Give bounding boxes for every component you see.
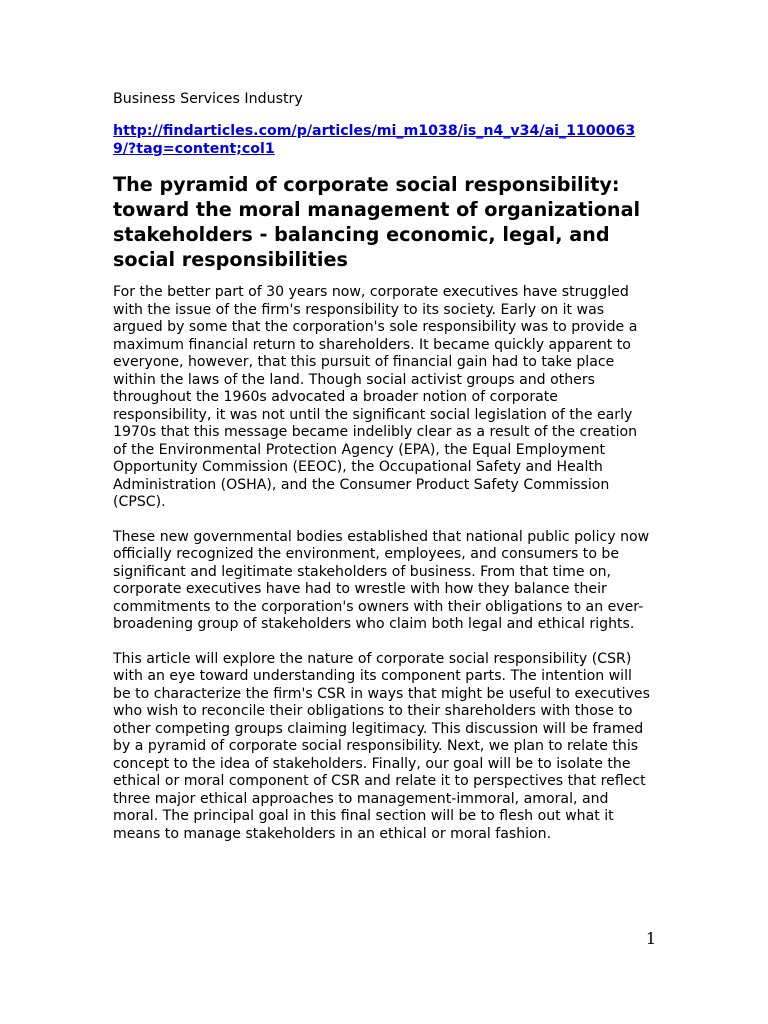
industry-heading: Business Services Industry bbox=[113, 91, 303, 107]
page-number: 1 bbox=[645, 929, 656, 948]
source-link[interactable]: http://findarticles.com/p/articles/mi_m1038/is_n4_v34/ai_11000639/?tag=content;col1 bbox=[113, 123, 636, 157]
article-title: The pyramid of corporate social responsibility: toward the moral management of organizational stakeholders - balancing economic, legal, and social responsibilities bbox=[113, 173, 641, 271]
paragraph: For the better part of 30 years now, corporate executives have struggled with the issue of the firm's responsibility to its society. Early on it was argued by some that the corporation's sole responsibility was to provide a maximum financial return to shareholders. It became quickly apparent to everyone, however, that this pursuit of financial gain had to take place within the laws of the land. Though social activist groups and others throughout the 1960s advocated a broader notion of corporate responsibility, it was not until the significant social legislation of the early 1970s that this message became indelibly clear as a result of the creation of the Environmental Protection Agency (EPA), the Equal Employment Opportunity Commission (EEOC), the Occupational Safety and Health Administration (OSHA), and the Consumer Product Safety Commission (CPSC). bbox=[113, 284, 638, 510]
document-body bbox=[113, 89, 653, 860]
paragraph: This article will explore the nature of corporate social responsibility (CSR) with an eye toward understanding its component parts. The intention will be to characterize the firm's CSR in ways that might be useful to executives who wish to reconcile their obligations to their shareholders with those to other competing groups claiming legitimacy. This discussion will be framed by a pyramid of corporate social responsibility. Next, we plan to relate this concept to the idea of stakeholders. Finally, our goal will be to isolate the ethical or moral component of CSR and relate it to perspectives that reflect three major ethical approaches to management-immoral, amoral, and moral. The principal goal in this final section will be to flesh out what it means to manage stakeholders in an ethical or moral fashion. bbox=[113, 650, 650, 842]
paragraph: These new governmental bodies established that national public policy now officially recognized the environment, employees, and consumers to be significant and legitimate stakeholders of business. From that time on, corporate executives have had to wrestle with how they balance their commitments to the corporation's owners with their obligations to an ever-broadening group of stakeholders who claim both legal and ethical rights. bbox=[113, 528, 650, 632]
